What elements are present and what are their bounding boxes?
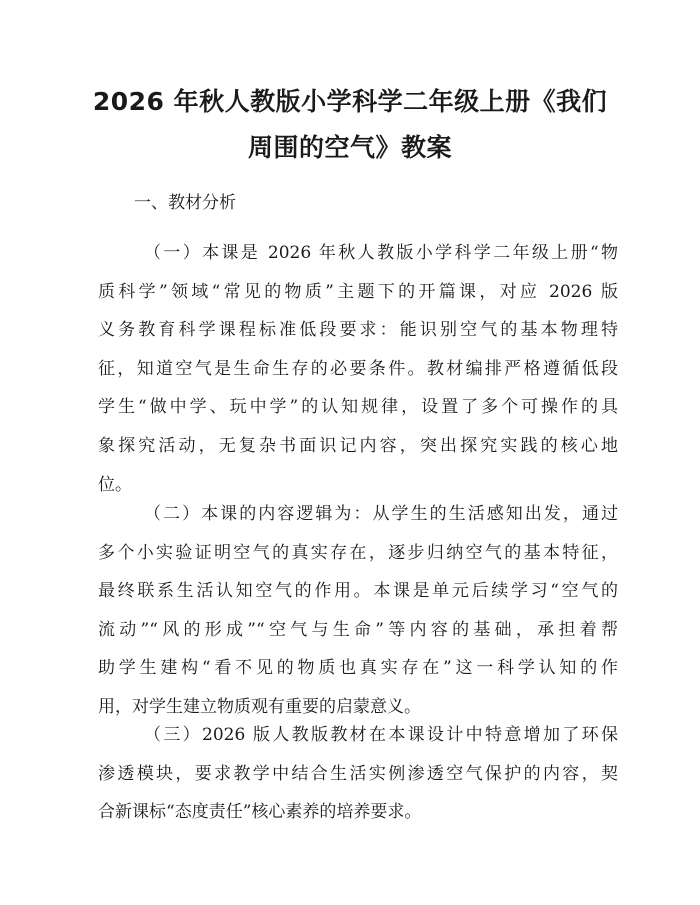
paragraph-line: 义务教育科学课程标准低段要求：能识别空气的基本物理特 — [98, 320, 618, 341]
paragraph-line: （二）本课的内容逻辑为：从学生的生活感知出发，通过 — [144, 504, 618, 524]
paragraph-3 — [98, 716, 618, 832]
paragraph-1 — [98, 234, 618, 504]
paragraph-line: 质科学”领域“常见的物质”主题下的开篇课，对应 2026 版 — [98, 281, 618, 302]
document-title-line-1: 2026 年秋人教版小学科学二年级上册《我们 — [92, 87, 608, 116]
section-heading: 一、教材分析 — [134, 193, 236, 213]
paragraph-line: 位。 — [98, 474, 132, 495]
paragraph-2 — [98, 495, 618, 727]
paragraph-line: 渗透模块，要求教学中结合生活实例渗透空气保护的内容，契 — [98, 763, 618, 784]
paragraph-line: 征，知道空气是生命生存的必要条件。教材编排严格遵循低段 — [98, 358, 618, 379]
paragraph-line: 多个小实验证明空气的真实存在，逐步归纳空气的基本特征， — [98, 542, 618, 563]
paragraph-line: （三）2026 版人教版教材在本课设计中特意增加了环保 — [144, 725, 618, 745]
paragraph-line: 合新课标“态度责任”核心素养的培养要求。 — [98, 802, 422, 823]
paragraph-line: 用，对学生建立物质观有重要的启蒙意义。 — [98, 696, 421, 717]
document-title-line-2: 周围的空气》教案 — [247, 133, 452, 162]
paragraph-line: 助学生建构“看不见的物质也真实存在”这一科学认知的作 — [98, 658, 618, 679]
paragraph-line: （一）本课是 2026 年秋人教版小学科学二年级上册“物 — [144, 243, 618, 263]
paragraph-line: 最终联系生活认知空气的作用。本课是单元后续学习“空气的 — [98, 581, 618, 602]
paragraph-line: 流动”“风的形成”“空气与生命”等内容的基础，承担着帮 — [98, 619, 618, 640]
paragraph-line: 象探究活动，无复杂书面识记内容，突出探究实践的核心地 — [98, 435, 618, 456]
paragraph-line: 学生“做中学、玩中学”的认知规律，设置了多个可操作的具 — [98, 397, 618, 418]
